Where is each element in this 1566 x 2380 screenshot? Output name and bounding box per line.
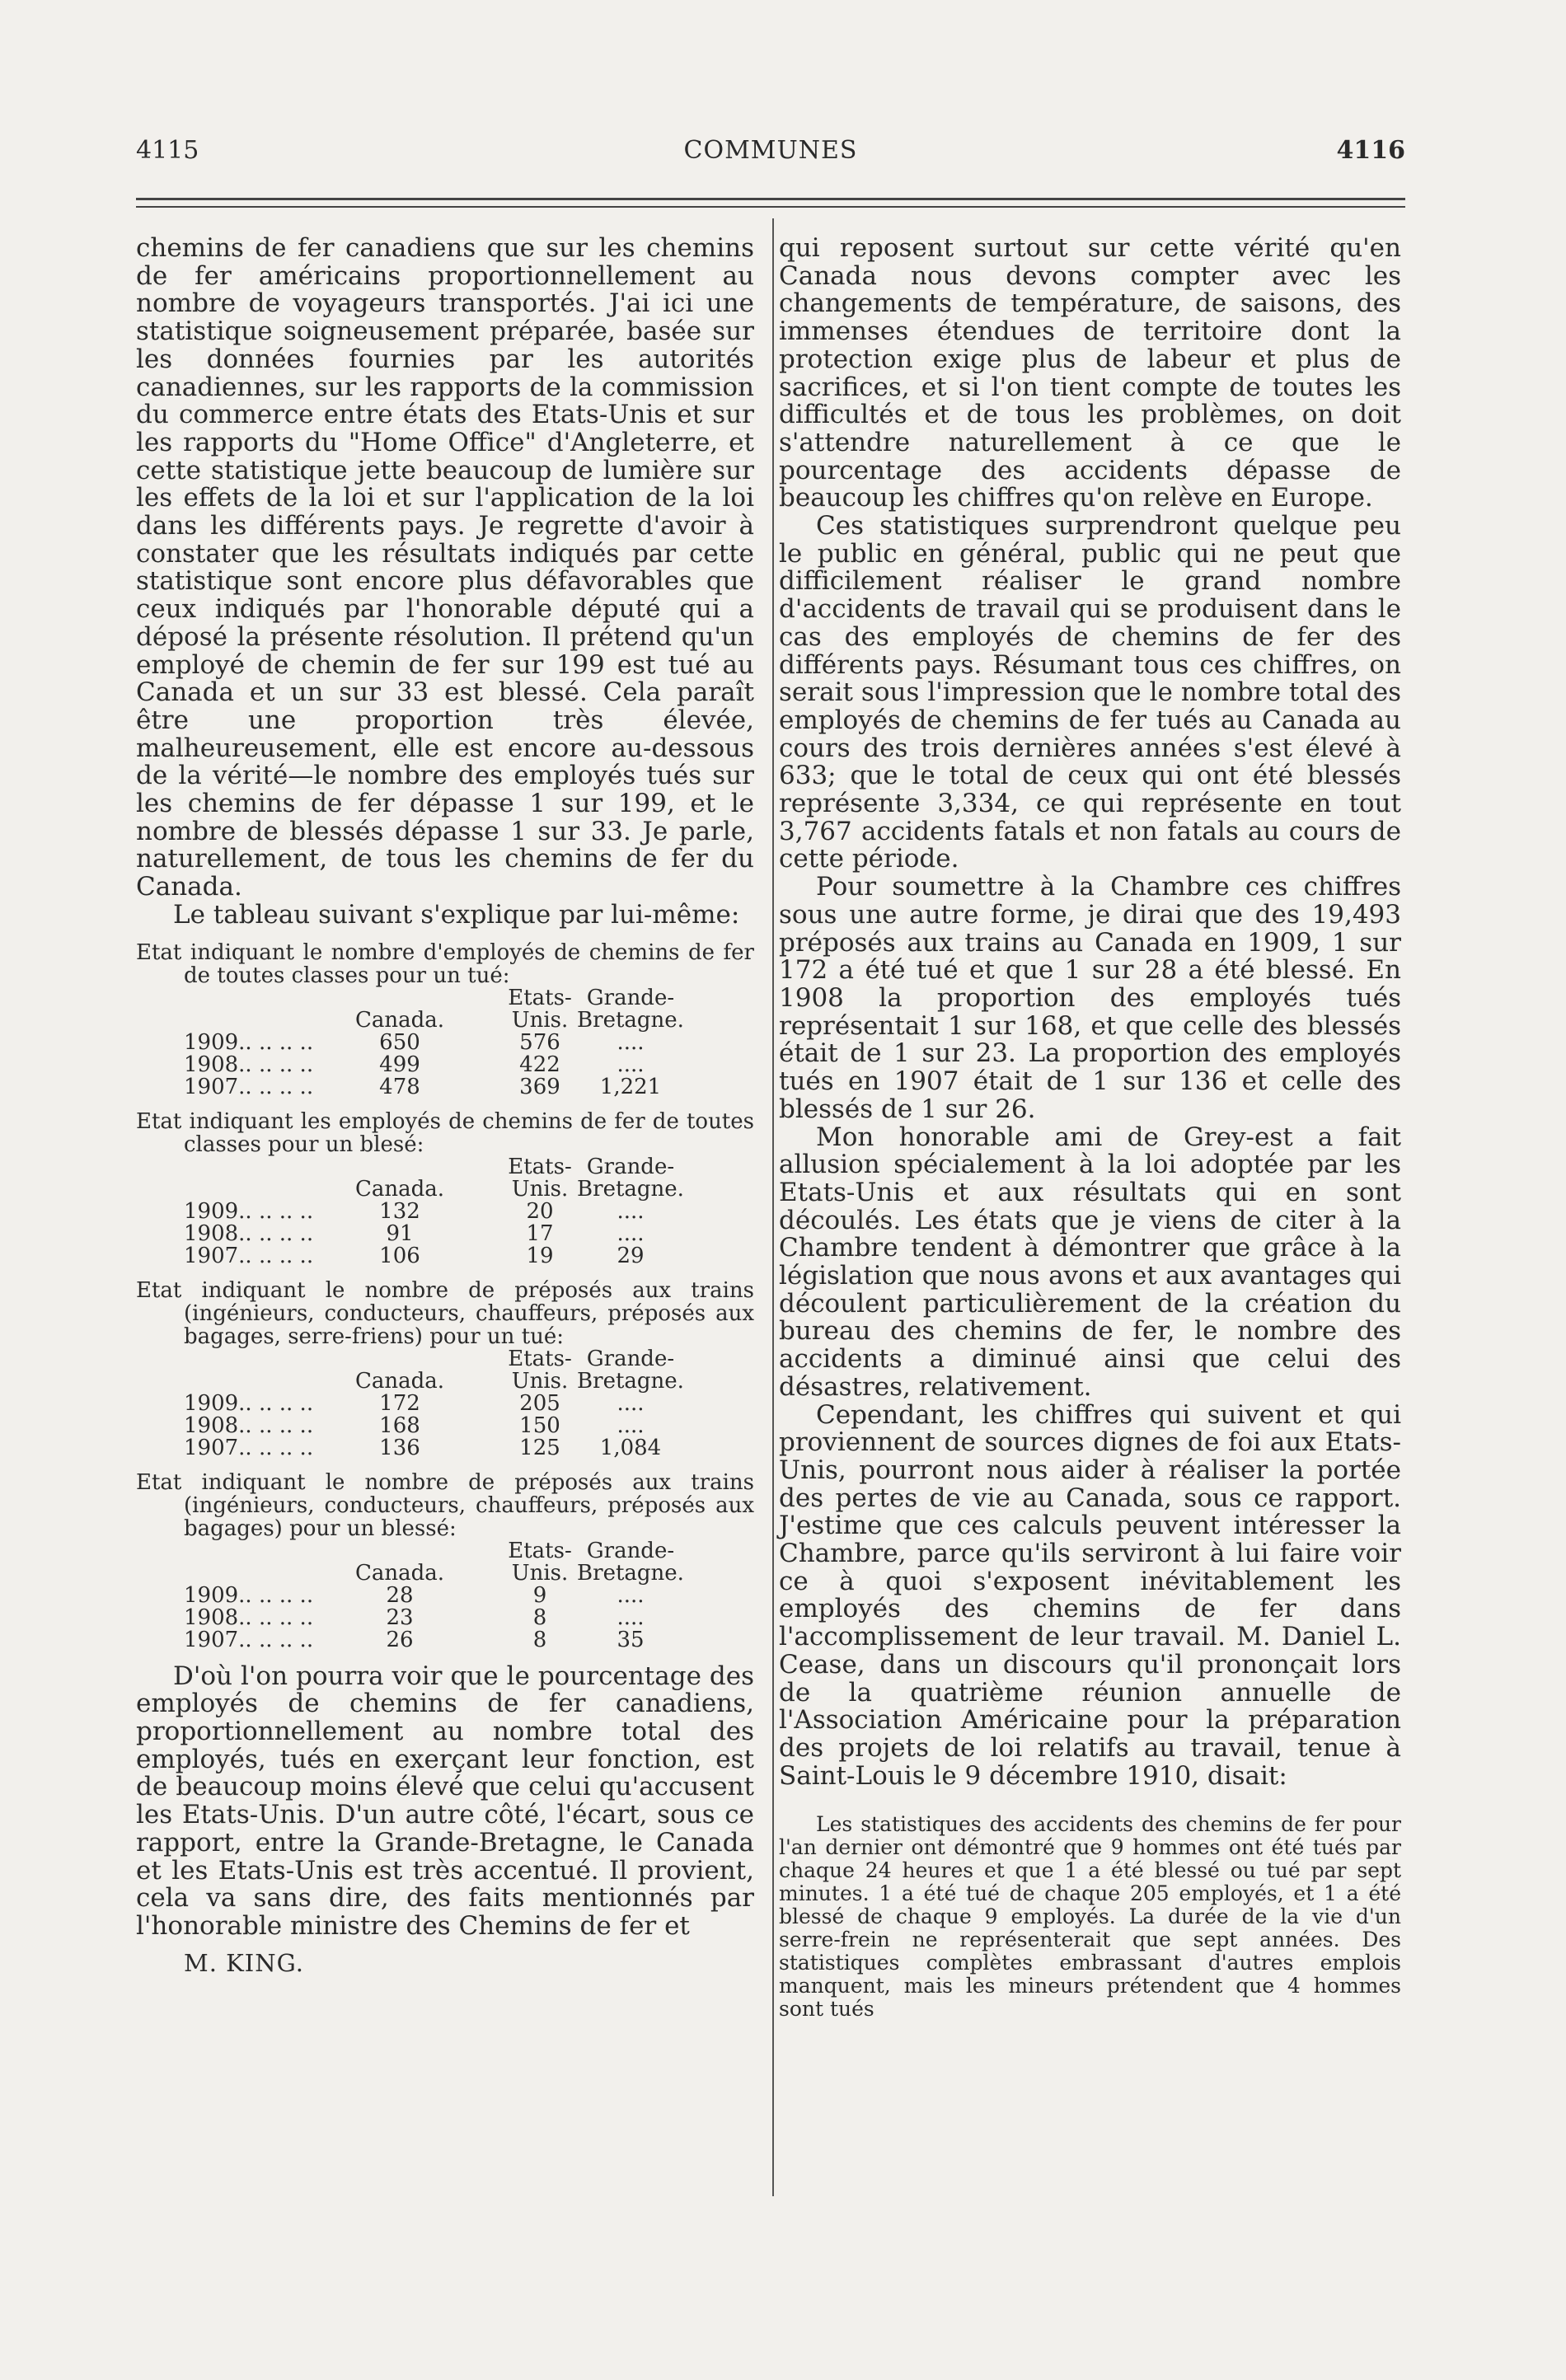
right-column <box>779 235 1401 2021</box>
canada-cell: 26 <box>386 1627 414 1652</box>
table-caption: Etat indiquant le nombre d'employés de chemins de fer de toutes classes pour un tué: <box>136 939 754 988</box>
stat-table <box>136 1471 754 1651</box>
left-paragraph-3: D'où l'on pourra voir que le pourcentage des employés de chemins de fer canadiens, proportionnellement au nombre total des employés, tués en exerçant leur fonction, est de beaucoup moins élevé que celui qu'accusent les Etats-Unis. D'un autre côté, l'écart, sous ce rapport, entre la Grande-Bretagne, le Canada et les Etats-Unis est très accentué. Il provient, cela va sans dire, des faits mentionnés par l'honorable ministre des Chemins de fer et <box>136 1661 754 1941</box>
speaker-signature: M. KING. <box>184 1948 304 1977</box>
canada-cell: 132 <box>379 1198 420 1224</box>
right-paragraph-5: Cependant, les chiffres qui suivent et qui proviennent de sources dignes de foi aux Etats-Unis, pourront nous aider à réaliser la portée des pertes de vie au Canada, sous ce rapport. J'estime que ces calculs peuvent intéresser la Chambre, parce qu'ils serviront à lui faire voir ce à quoi s'exposent inévitablement les employés des chemins de fer dans l'accomplissement de leur travail. M. Daniel L. Cease, dans un discours qu'il prononçait lors de la quatrième réunion annuelle de l'Association Américaine pour la préparation des projets de loi relatifs au travail, tenue à Saint-Louis le 9 décembre 1910, disait: <box>779 1399 1401 1791</box>
year-cell: 1909.. .. .. .. <box>184 1198 314 1224</box>
right-page-number: 4116 <box>1336 136 1405 165</box>
year-cell: 1909.. .. .. .. <box>184 1029 314 1055</box>
gb-cell: .... <box>617 1390 645 1416</box>
gb-cell: .... <box>617 1029 645 1055</box>
table-header-row <box>136 1562 754 1585</box>
gb-cell: .... <box>617 1052 645 1077</box>
column-header: Bretagne. <box>577 1560 684 1586</box>
left-column <box>136 235 754 1977</box>
table-row <box>136 1415 754 1437</box>
column-header: Unis. <box>511 1176 569 1202</box>
gb-cell: .... <box>617 1220 645 1246</box>
us-cell: 205 <box>519 1390 560 1416</box>
us-cell: 422 <box>519 1052 560 1077</box>
canada-cell: 23 <box>386 1605 414 1630</box>
year-cell: 1908.. .. .. .. <box>184 1413 314 1438</box>
column-header: Etats- <box>508 985 572 1010</box>
us-cell: 20 <box>526 1198 554 1224</box>
table-caption: Etat indiquant le nombre de préposés aux trains (ingénieurs, conducteurs, chauffeurs, préposés aux bagages, serre-friens) pour un tué: <box>136 1277 754 1349</box>
statistics-tables <box>136 941 754 1651</box>
table-row <box>136 1629 754 1651</box>
column-header: Etats- <box>508 1346 572 1371</box>
table-header-row <box>136 1348 754 1370</box>
table-header-row <box>136 1540 754 1562</box>
year-cell: 1909.. .. .. .. <box>184 1390 314 1416</box>
column-header: Bretagne. <box>577 1368 684 1394</box>
table-header-row <box>136 1370 754 1393</box>
column-header: Unis. <box>511 1368 569 1394</box>
table-row <box>136 1054 754 1076</box>
table-row <box>136 1198 754 1224</box>
year-cell: 1908.. .. .. .. <box>184 1052 314 1077</box>
us-cell: 8 <box>532 1627 547 1652</box>
quoted-statistics: Les statistiques des accidents des chemins de fer pour l'an dernier ont démontré que 9 hommes ont été tués par chaque 24 heures et que 1 a été blessé ou tué par sept minutes. 1 a été tué de chaque 205 employés, et 1 a été blessé de chaque 9 employés. La durée de la vie d'un serre-frein ne représenterait que sept années. Des statistiques complètes embrassant d'autres emplois manquent, mais les mineurs prétendent que 4 hommes sont tués <box>779 1812 1401 2022</box>
column-header: Etats- <box>508 1538 572 1563</box>
canada-cell: 499 <box>379 1052 420 1077</box>
running-title: COMMUNES <box>683 136 858 165</box>
table-row <box>136 1390 754 1416</box>
year-cell: 1908.. .. .. .. <box>184 1605 314 1630</box>
column-header: Canada. <box>354 1368 445 1394</box>
table-row <box>136 1076 754 1099</box>
column-header: Grande- <box>586 985 675 1010</box>
us-cell: 369 <box>519 1074 560 1099</box>
table-caption: Etat indiquant les employés de chemins de fer de toutes classes pour un blesé: <box>136 1108 754 1157</box>
column-header: Grande- <box>586 1154 675 1179</box>
column-header: Canada. <box>354 1007 445 1033</box>
column-header: Grande- <box>586 1538 675 1563</box>
gb-cell: .... <box>617 1582 645 1608</box>
gb-cell: .... <box>617 1605 645 1630</box>
year-cell: 1907.. .. .. .. <box>184 1627 314 1652</box>
table-caption: Etat indiquant le nombre de préposés aux trains (ingénieurs, conducteurs, chauffeurs, préposés aux bagages) pour un blessé: <box>136 1469 754 1541</box>
left-paragraph-1: chemins de fer canadiens que sur les chemins de fer américains proportionnellement au nombre de voyageurs transportés. J'ai ici une statistique soigneusement préparée, basée sur les données fournies par les autorités canadiennes, sur les rapports de la commission du commerce entre états des Etats-Unis et sur les rapports du "Home Office" d'Angleterre, et cette statistique jette beaucoup de lumière sur les effets de la loi et sur l'application de la loi dans les différents pays. Je regrette d'avoir à constater que les résultats indiqués par cette statistique sont encore plus défavorables que ceux indiqués par l'honorable député qui a déposé la présente résolution. Il prétend qu'un employé de chemin de fer sur 199 est tué au Canada et un sur 33 est blessé. Cela paraît être une proportion très élevée, malheureusement, elle est encore au-dessous de la vérité—le nombre des employés tués sur les chemins de fer dépasse 1 sur 199, et le nombre de blessés dépasse 1 sur 33. Je parle, naturellement, de tous les chemins de fer du Canada. <box>136 233 754 902</box>
canada-cell: 91 <box>386 1220 414 1246</box>
stat-table <box>136 1110 754 1267</box>
gb-cell: 1,221 <box>599 1074 662 1099</box>
gb-cell: .... <box>617 1198 645 1224</box>
column-header: Grande- <box>586 1346 675 1371</box>
header-rule-thick <box>136 198 1405 200</box>
table-header-row <box>136 1156 754 1178</box>
gb-cell: 1,084 <box>599 1435 662 1460</box>
table-row <box>136 1437 754 1459</box>
year-cell: 1908.. .. .. .. <box>184 1220 314 1246</box>
right-paragraph-1: qui reposent surtout sur cette vérité qu'en Canada nous devons compter avec les changements de température, de saisons, des immenses étendues de territoire dont la protection exige plus de labeur et plus de sacrifices, et si l'on tient compte de toutes les difficultés et de tous les problèmes, on doit s'attendre naturellement à ce que le pourcentage des accidents dépasse de beaucoup les chiffres qu'on relève en Europe. <box>779 233 1401 513</box>
gb-cell: .... <box>617 1413 645 1438</box>
us-cell: 17 <box>526 1220 554 1246</box>
column-divider <box>772 218 774 2196</box>
gb-cell: 29 <box>617 1243 645 1268</box>
us-cell: 576 <box>519 1029 560 1055</box>
stat-table <box>136 1279 754 1459</box>
canada-cell: 168 <box>379 1413 420 1438</box>
gb-cell: 35 <box>617 1627 645 1652</box>
column-header: Canada. <box>354 1176 445 1202</box>
year-cell: 1909.. .. .. .. <box>184 1582 314 1608</box>
right-paragraph-2: Ces statistiques surprendront quelque peu le public en général, public qui ne peut que difficilement réaliser le grand nombre d'accidents de travail qui se produisent dans le cas des employés de chemins de fer des différents pays. Résumant tous ces chiffres, on serait sous l'impression que le nombre total des employés de chemins de fer tués au Canada au cours des trois dernières années s'est élevé à 633; que le total de ceux qui ont été blessés représente 3,334, ce qui représente en tout 3,767 accidents fatals et non fatals au cours de cette période. <box>779 511 1401 874</box>
year-cell: 1907.. .. .. .. <box>184 1435 314 1460</box>
page-header <box>136 136 1405 177</box>
column-header: Canada. <box>354 1560 445 1586</box>
table-row <box>136 1607 754 1629</box>
left-paragraph-2: Le tableau suivant s'explique par lui-même: <box>173 899 740 930</box>
canada-cell: 172 <box>379 1390 420 1416</box>
right-paragraph-3: Pour soumettre à la Chambre ces chiffres sous une autre forme, je dirai que des 19,493 préposés aux trains au Canada en 1909, 1 sur 172 a été tué et que 1 sur 28 a été blessé. En 1908 la proportion des employés tués représentait 1 sur 168, et que celle des blessés était de 1 sur 23. La proportion des employés tués en 1907 était de 1 sur 136 et celle des blessés de 1 sur 26. <box>779 872 1401 1124</box>
column-header: Bretagne. <box>577 1007 684 1033</box>
table-row <box>136 1220 754 1246</box>
left-page-number: 4115 <box>136 136 199 165</box>
column-header: Bretagne. <box>577 1176 684 1202</box>
table-header-row <box>136 1178 754 1201</box>
year-cell: 1907.. .. .. .. <box>184 1243 314 1268</box>
table-row <box>136 1029 754 1055</box>
header-rule-thin <box>136 206 1405 208</box>
table-header-row <box>136 1007 754 1033</box>
us-cell: 9 <box>532 1582 547 1608</box>
us-cell: 150 <box>519 1413 560 1438</box>
year-cell: 1907.. .. .. .. <box>184 1074 314 1099</box>
canada-cell: 136 <box>379 1435 420 1460</box>
column-header: Unis. <box>511 1007 569 1033</box>
us-cell: 19 <box>526 1243 554 1268</box>
column-header: Unis. <box>511 1560 569 1586</box>
table-header-row <box>136 987 754 1010</box>
canada-cell: 478 <box>379 1074 420 1099</box>
canada-cell: 28 <box>386 1582 414 1608</box>
column-header: Etats- <box>508 1154 572 1179</box>
stat-table <box>136 941 754 1099</box>
table-row <box>136 1582 754 1608</box>
us-cell: 8 <box>532 1605 547 1630</box>
right-paragraph-4: Mon honorable ami de Grey-est a fait allusion spécialement à la loi adoptée par les Etats-Unis et aux résultats qui en sont découlés. Les états que je viens de citer à la Chambre tendent à démontrer que grâce à la législation que nous avons et aux avantages qui découlent particulièrement de la création du bureau des chemins de fer, le nombre des accidents a diminué ainsi que celui des désastres, relativement. <box>779 1122 1401 1402</box>
table-row <box>136 1245 754 1267</box>
canada-cell: 106 <box>379 1243 420 1268</box>
us-cell: 125 <box>519 1435 560 1460</box>
canada-cell: 650 <box>379 1029 420 1055</box>
